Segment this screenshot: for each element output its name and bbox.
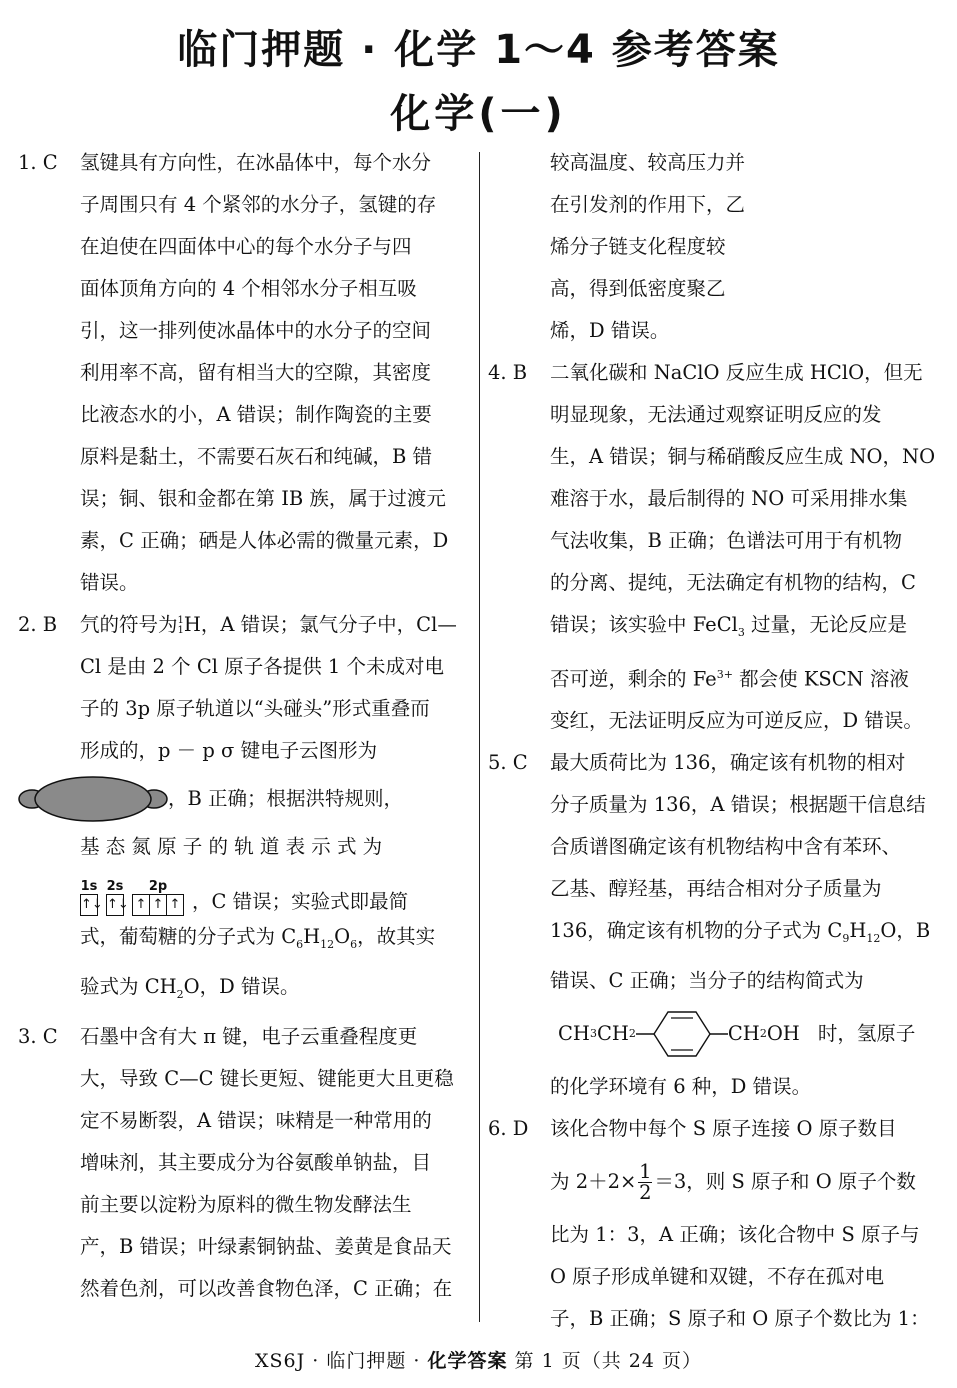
text-line: 增味剂，其主要成分为谷氨酸单钠盐，目 [80, 1150, 432, 1174]
answer-2 [18, 604, 473, 772]
text-line: 烯，D 错误。 [550, 319, 670, 342]
text-line: 合质谱图确定该有机物结构中含有苯环、 [550, 835, 902, 859]
text-line: 在迫使在四面体中心的每个水分子与四 [80, 235, 412, 258]
structural-formula-row [550, 1002, 940, 1066]
text-line: 的化学环境有 6 种，D 错误。 [550, 1075, 812, 1099]
text-line: 明显现象，无法通过观察证明反应的发 [550, 403, 882, 426]
answer-4 [488, 352, 940, 742]
text-line: 误；铜、银和金都在第 IB 族，属于过渡元 [80, 487, 446, 510]
text-line: 基 态 氮 原 子 的 轨 道 表 示 式 为 [80, 835, 383, 858]
text-line: 最大质荷比为 136，确定该有机物的相对 [550, 751, 906, 775]
text-line: O 原子形成单键和双键，不存在孤对电 [550, 1265, 885, 1289]
sigma-bond-electron-cloud-image [18, 774, 168, 824]
text-line: 烯分子链支化程度较 [550, 235, 726, 258]
text-line: 然着色剂，可以改善食物色泽，C 正确；在 [80, 1276, 453, 1300]
text-line: 形成的，p － p σ 键电子云图形为 [80, 739, 378, 762]
footer-subject: 化学答案 [427, 1350, 508, 1372]
text-line: ，B 正确；根据洪特规则， [168, 787, 404, 810]
text-line: 错误。 [80, 571, 139, 594]
text-line: 比为 1：3，A 正确；该化合物中 S 原子与 [550, 1223, 920, 1247]
text-line: 错误、C 正确；当分子的结构简式为 [550, 969, 864, 993]
text-line: 素，C 正确；硒是人体必需的微量元素，D [80, 529, 449, 552]
text-line: 子，B 正确；S 原子和 O 原子个数比为 1： [550, 1307, 930, 1331]
answer-6 [488, 1108, 940, 1340]
fraction: $\frac{1}{2}$ [639, 1160, 652, 1205]
text-line: 验式为 $CH_2O$，D 错误。 [80, 974, 300, 1001]
footer-page-number: 第 1 页（共 24 页） [507, 1350, 702, 1372]
answer-1 [18, 142, 473, 604]
answer-3-continued [488, 142, 940, 352]
text-line: 定不易断裂，A 错误；味精是一种常用的 [80, 1108, 432, 1132]
text-line: 难溶于水，最后制得的 NO 可采用排水集 [550, 487, 908, 510]
text-line: 136，确定该有机物的分子式为 $C_9H_{12}O$，B [550, 919, 931, 946]
text-line: 气法收集，B 正确；色谱法可用于有机物 [550, 529, 903, 552]
right-column [488, 142, 940, 1340]
benzene-ring-icon [636, 1006, 728, 1062]
answer-number: 6. D [488, 1117, 529, 1141]
answer-number: 1. C [18, 151, 58, 174]
answer-3 [18, 1016, 473, 1310]
answer-5 [488, 742, 940, 1108]
text-line: 利用率不高，留有相当大的空隙，其密度 [80, 361, 432, 384]
orbital-2s: 2s ↑↓ [106, 880, 124, 916]
text-line: Cl 是由 2 个 Cl 原子各提供 1 个未成对电 [80, 655, 445, 678]
page-title: 临门押题 · 化学 1～4 参考答案 [177, 27, 780, 73]
text-line: 错误；该实验中 FeCl$_3$ 过量，无论反应是 [550, 613, 908, 639]
left-column [18, 142, 473, 1310]
text-line: 产，B 错误；叶绿素铜钠盐、姜黄是食品天 [80, 1234, 452, 1258]
answer-number: 3. C [18, 1024, 58, 1048]
orbital-1s: 1s ↑↓ [80, 880, 98, 916]
answer-explanation [80, 604, 473, 772]
text-line: 子的 3p 原子轨道以“头碰头”形式重叠而 [80, 697, 430, 720]
answer-explanation [550, 1108, 940, 1340]
text-line: 原料是黏土，不需要石灰石和纯碱，B 错 [80, 445, 433, 468]
answer-explanation [550, 742, 940, 1108]
text-line: 高，得到低密度聚乙 [550, 277, 726, 300]
text-line: 为 2＋2× $\frac{1}{2}$ ＝3，则 S 原子和 O 原子个数 [550, 1160, 916, 1205]
text-line: 氢键具有方向性，在冰晶体中，每个水分 [80, 151, 432, 174]
orbital-2p: 2p ↑ ↑ ↑ [132, 880, 184, 916]
page-footer [0, 1346, 957, 1373]
answer-number: 5. C [488, 751, 528, 775]
text-line: 变红，无法证明反应为可逆反应，D 错误。 [550, 709, 923, 733]
orbital-diagram-row [18, 868, 473, 916]
text-line: 子周围只有 4 个紧邻的水分子，氢键的存 [80, 193, 437, 216]
structural-formula: CH 3 CH 2 CH 2 OH [558, 1006, 800, 1062]
text-line: 分子质量为 136，A 错误；根据题干信息结 [550, 793, 926, 817]
footer-code: XS6J · 临门押题 · [255, 1350, 428, 1372]
answer-explanation [80, 1016, 473, 1310]
text-line: 石墨中含有大 π 键，电子云重叠程度更 [80, 1024, 418, 1048]
sigma-bond-row [18, 772, 473, 826]
text-line: 氕的符号为 1 1 H，A 错误；氯气分子中，Cl— [80, 613, 457, 636]
text-line: 引，这一排列使冰晶体中的水分子的空间 [80, 319, 432, 342]
text-line: 生，A 错误；铜与稀硝酸反应生成 NO，NO [550, 445, 936, 468]
text-line: 乙基、醇羟基，再结合相对分子质量为 [550, 877, 882, 901]
text-line: 大，导致 C—C 键长更短、键能更大且更稳 [80, 1066, 454, 1090]
text-line: 前主要以淀粉为原料的微生物发酵法生 [80, 1192, 412, 1216]
answer-explanation [550, 352, 940, 742]
text-line: 式，葡萄糖的分子式为 $C_6H_{12}O_6$，故其实 [80, 925, 436, 951]
text-line: 二氧化碳和 NaClO 反应生成 HClO，但无 [550, 361, 923, 384]
text-line: 在引发剂的作用下，乙 [550, 193, 746, 216]
text-line: 否可逆，剩余的 $Fe^{3+}$ 都会使 KSCN 溶液 [550, 667, 909, 691]
text-line: 的分离、提纯，无法确定有机物的结构，C [550, 571, 916, 594]
text-line: 比液态水的小，A 错误；制作陶瓷的主要 [80, 403, 432, 426]
text-line: 时，氢原子 [817, 1022, 916, 1046]
page-subtitle: 化学(一) [390, 91, 567, 137]
column-divider [479, 152, 480, 1322]
answer-number: 2. B [18, 613, 58, 636]
text-line: 较高温度、较高压力并 [550, 151, 746, 174]
answer-explanation [80, 142, 473, 604]
answer-number: 4. B [488, 361, 528, 384]
text-line: ，C 错误；实验式即最简 [192, 890, 409, 913]
text-line: 该化合物中每个 S 原子连接 O 原子数目 [550, 1117, 897, 1141]
text-line: 面体顶角方向的 4 个相邻水分子相互吸 [80, 277, 417, 300]
